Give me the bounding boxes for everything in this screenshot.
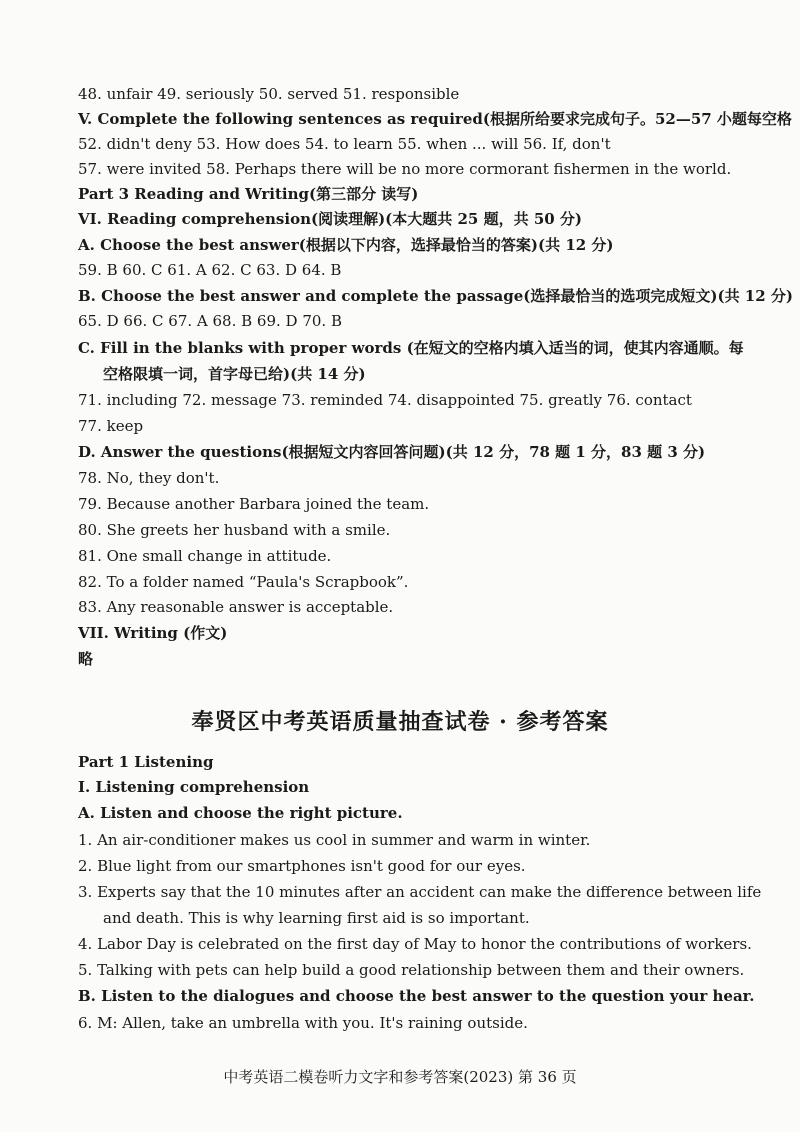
listening-line: 3. Experts say that the 10 minutes after an accident can make the difference between life: [78, 883, 762, 901]
listening-line: 5. Talking with pets can help build a good relationship between them and their owners.: [78, 961, 745, 979]
listening-line: 2. Blue light from our smartphones isn't good for our eyes.: [78, 857, 526, 875]
answer-line: 80. She greets her husband with a smile.: [78, 521, 391, 539]
answer-line: 78. No, they don't.: [78, 469, 220, 487]
listening-line: A. Listen and choose the right picture.: [78, 804, 403, 822]
listening-line: and death. This is why learning first aid is so important.: [103, 909, 530, 927]
answer-line: 空格限填一词，首字母已给)(共 14 分): [103, 365, 366, 383]
listening-line: 6. M: Allen, take an umbrella with you. It's raining outside.: [78, 1014, 528, 1032]
answer-line: V. Complete the following sentences as required(根据所给要求完成句子。52—57 小题每空格: [78, 110, 792, 128]
listening-line: 4. Labor Day is celebrated on the first day of May to honor the contributions of workers.: [78, 935, 752, 953]
answer-line: 略: [78, 650, 94, 668]
listening-line: B. Listen to the dialogues and choose the best answer to the question your hear.: [78, 987, 755, 1005]
answer-line: 57. were invited 58. Perhaps there will be no more cormorant fishermen in the world.: [78, 160, 732, 178]
listening-line: I. Listening comprehension: [78, 778, 310, 796]
answer-line: 83. Any reasonable answer is acceptable.: [78, 598, 394, 616]
answer-line: 65. D 66. C 67. A 68. B 69. D 70. B: [78, 312, 342, 330]
answer-line: 52. didn't deny 53. How does 54. to learn 55. when ... will 56. If, don't: [78, 135, 611, 153]
listening-line: 1. An air-conditioner makes us cool in summer and warm in winter.: [78, 831, 591, 849]
listening-line: Part 1 Listening: [78, 753, 214, 771]
answer-line: VII. Writing (作文): [78, 624, 228, 642]
answer-line: 82. To a folder named “Paula's Scrapbook”.: [78, 573, 409, 591]
section-title: 奉贤区中考英语质量抽查试卷 · 参考答案: [191, 709, 609, 735]
answer-line: 71. including 72. message 73. reminded 74. disappointed 75. greatly 76. contact: [78, 391, 692, 409]
answer-line: 48. unfair 49. seriously 50. served 51. responsible: [78, 85, 460, 103]
answer-line: 79. Because another Barbara joined the team.: [78, 495, 430, 513]
answer-line: D. Answer the questions(根据短文内容回答问题)(共 12 分，78 题 1 分，83 题 3 分): [78, 443, 706, 461]
answer-line: Part 3 Reading and Writing(第三部分 读写): [78, 185, 419, 203]
answer-line: 77. keep: [78, 417, 144, 435]
page-footer: 中考英语二模卷听力文字和参考答案(2023) 第 36 页: [223, 1068, 577, 1086]
answer-line: 59. B 60. C 61. A 62. C 63. D 64. B: [78, 261, 342, 279]
answer-line: B. Choose the best answer and complete the passage(选择最恰当的选项完成短文)(共 12 分): [78, 287, 793, 305]
answer-line: C. Fill in the blanks with proper words (在短文的空格内填入适当的词，使其内容通顺。每: [78, 339, 744, 357]
answer-line: 81. One small change in attitude.: [78, 547, 332, 565]
answer-line: VI. Reading comprehension(阅读理解)(本大题共 25 题，共 50 分): [78, 210, 583, 228]
answer-line: A. Choose the best answer(根据以下内容，选择最恰当的答案)(共 12 分): [78, 236, 614, 254]
